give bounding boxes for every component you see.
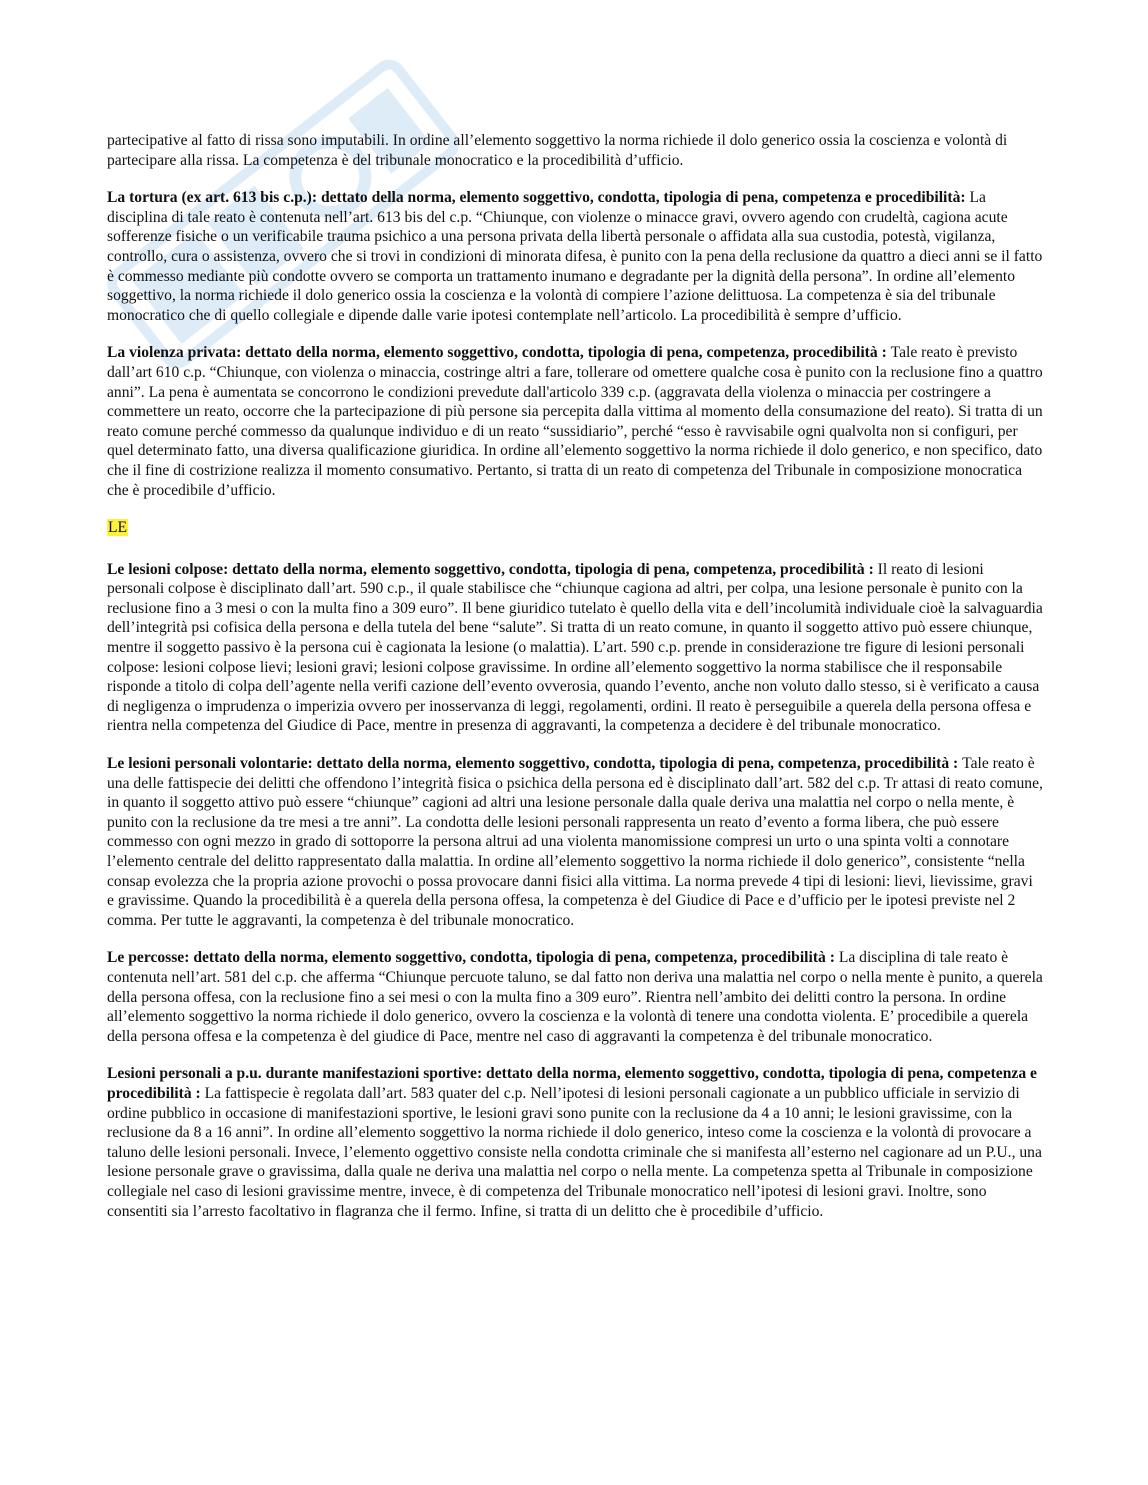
paragraph (107, 1064, 1043, 1221)
paragraph-heading: Le percosse: dettato della norma, elemento soggettivo, condotta, tipologia di pena, competenza, procedibilità : (107, 949, 839, 967)
document-body (107, 131, 1043, 1239)
paragraph-text: La disciplina di tale reato è contenuta nell’art. 581 del c.p. che afferma “Chiunque percuote taluno, se dal fatto non deriva una malattia nel corpo o nella mente è punito, a querela della persona offesa, con la reclusione fino a sei mesi o con la multa fino a 309 euro”. Rientra nell’ambito dei delitti contro la persona. In ordine all’elemento soggettivo la norma richiede il dolo generico, ovvero la coscienza e la volontà di tenere una condotta violenta. E’ procedibile a querela della persona offesa e la competenza è del giudice di Pace, mentre nel caso di aggravanti la competenza è del tribunale monocratico. (107, 949, 1043, 1045)
paragraph (107, 131, 1043, 170)
highlighted-label: LE (108, 519, 128, 537)
paragraph-heading: La tortura (ex art. 613 bis c.p.): dettato della norma, elemento soggettivo, condotta, tipologia di pena, competenza e procedibilità: (107, 189, 970, 207)
highlighted-label-line (107, 518, 1043, 538)
paragraph (107, 343, 1043, 500)
paragraph-text: Il reato di lesioni personali colpose è disciplinato dall’art. 590 c.p., il quale stabilisce che “chiunque cagiona ad altri, per colpa, una lesione personale è punito con la reclusione fino a 3 mesi o con la multa fino a 309 euro”. Il bene giuridico tutelato è quello della vita e dell’incolumità individuale cioè la salvaguardia dell’integrità psi cofisica della persona e della tutela del bene “salute”. Si tratta di un reato comune, in quanto il soggetto attivo può essere chiunque, mentre il soggetto passivo è la persona cui è cagionata la lesione (o malattia). L’art. 590 c.p. prende in considerazione tre figure di lesioni personali colpose: lesioni colpose lievi; lesioni gravi; lesioni colpose gravissime. In ordine all’elemento soggettivo la norma stabilisce che il responsabile risponde a titolo di colpa dell’agente nella verifi cazione dell’evento ovverosia, quando l’evento, anche non voluto dallo stesso, si è verificato a causa di negligenza o imprudenza o imperizia ovvero per inosservanza di leggi, regolamenti, ordini. Il reato è perseguibile a querela della persona offesa e rientra nella competenza del Giudice di Pace, mentre in presenza di aggravanti, la competenza a decidere è del tribunale monocratico. (107, 560, 1043, 735)
paragraph (107, 948, 1043, 1046)
paragraph-text: Tale reato è previsto dall’art 610 c.p. “Chiunque, con violenza o minaccia, costringe altri a fare, tollerare od omettere qualche cosa è punito con la reclusione fino a quattro anni”. La pena è aumentata se concorrono le condizioni prevedute dall'articolo 339 c.p. (aggravata della violenza o minaccia per costringere a commettere un reato, occorre che la partecipazione di più persone sia percepita dalla vittima al momento della consumazione del reato). Si tratta di un reato comune perché commesso da qualunque individuo e di un reato “sussidiario”, perché “esso è ravvisabile ogni qualvolta non si configuri, per quel determinato fatto, una diversa qualificazione giuridica. In ordine all’elemento soggettivo la norma richiede il dolo generico, e non specifico, dato che il fine di costrizione realizza il momento consumativo. Pertanto, si tratta di un reato di competenza del Tribunale in composizione monocratica che è procedibile d’ufficio. (107, 344, 1043, 499)
paragraph-text: Tale reato è una delle fattispecie dei delitti che offendono l’integrità fisica o psichica della persona ed è disciplinato dall’art. 582 del c.p. Tr attasi di reato comune, in quanto il soggetto attivo può essere “chiunque” cagioni ad altri una lesione personale dalla quale deriva una malattia nel corpo o nella mente, è punito con la reclusione da tre mesi a tre anni”. La condotta delle lesioni personali rappresenta un reato d’evento a forma libera, che può essere commesso con ogni mezzo in grado di sottoporre la persona altrui ad una violenta manomissione compresi un urto o una spinta volti a connotare l’elemento centrale del delitto rappresentato dalla malattia. In ordine all’elemento soggettivo la norma richiede il dolo generico”, consistente “nella consap evolezza che la propria azione provochi o possa provocare danni fisici alla vittima. La norma prevede 4 tipi di lesioni: lievi, lievissime, gravi e gravissime. Quando la procedibilità è a querela della persona offesa, la competenza è del Giudice di Pace e d’ufficio per le ipotesi previste nel 2 comma. Per tutte le aggravanti, la competenza è del tribunale monocratico. (107, 755, 1043, 929)
paragraph (107, 560, 1043, 736)
paragraph-heading: La violenza privata: dettato della norma, elemento soggettivo, condotta, tipologia di pena, competenza, procedibilità : (107, 344, 891, 362)
paragraph-text: La fattispecie è regolata dall’art. 583 quater del c.p. Nell’ipotesi di lesioni personali cagionate a un pubblico ufficiale in servizio di ordine pubblico in occasione di manifestazioni sportive, le lesioni gravi sono punite con la reclusione da 4 a 10 anni; le lesioni gravissime, con la reclusione da 8 a 16 anni”. In ordine all’elemento soggettivo la norma richiede il dolo generico, inteso come la coscienza e la volontà di provocare a taluno delle lesioni personali. Invece, l’elemento oggettivo consiste nella condotta criminale che si manifesta all’esterno nel cagionare ad un P.U., una lesione personale grave o gravissima, dalla quale ne deriva una malattia nel corpo o nella mente. La competenza spetta al Tribunale in composizione collegiale nel caso di lesioni gravissime mentre, invece, è di competenza del Tribunale monocratico nell’ipotesi di lesioni gravi. Inoltre, sono consentiti sia l’arresto facoltativo in flagranza che il fermo. Infine, si tratta di un delitto che è procedibile d’ufficio. (107, 1084, 1042, 1220)
paragraph-heading: Lesioni personali a p.u. durante manifestazioni sportive: dettato della norma, elemento soggettivo, condotta, tipologia di pena, competenza e procedibilità : (107, 1065, 1037, 1102)
paragraph-text: partecipative al fatto di rissa sono imputabili. In ordine all’elemento soggettivo la norma richiede il dolo generico ossia la coscienza e volontà di partecipare alla rissa. La competenza è del tribunale monocratico e la procedibilità d’ufficio. (107, 132, 1008, 169)
paragraph-text: La disciplina di tale reato è contenuta nell’art. 613 bis del c.p. “Chiunque, con violenze o minacce gravi, ovvero agendo con crudeltà, cagiona acute sofferenze fisiche o un verificabile trauma psichico a una persona privata della libertà personale o affidata alla sua custodia, potestà, vigilanza, controllo, cura o assistenza, ovvero che si trovi in condizioni di minorata difesa, è punito con la pena della reclusione da quattro a dieci anni se il fatto è commesso mediante più condotte ovvero se comporta un trattamento inumano e degradante per la dignità della persona”. In ordine all’elemento soggettivo, la norma richiede il dolo generico ossia la coscienza e la volontà di compiere l’azione delittuosa. La competenza è sia del tribunale monocratico che di quello collegiale e dipende dalle varie ipotesi contemplate nell’articolo. La procedibilità è sempre d’ufficio. (107, 189, 1043, 324)
paragraph-heading: Le lesioni colpose: dettato della norma, elemento soggettivo, condotta, tipologia di pena, competenza, procedibilità : (107, 560, 878, 578)
paragraph (107, 188, 1043, 325)
paragraph (107, 754, 1043, 930)
paragraph-heading: Le lesioni personali volontarie: dettato della norma, elemento soggettivo, condotta, tipologia di pena, competenza, procedibilità : (107, 755, 963, 773)
